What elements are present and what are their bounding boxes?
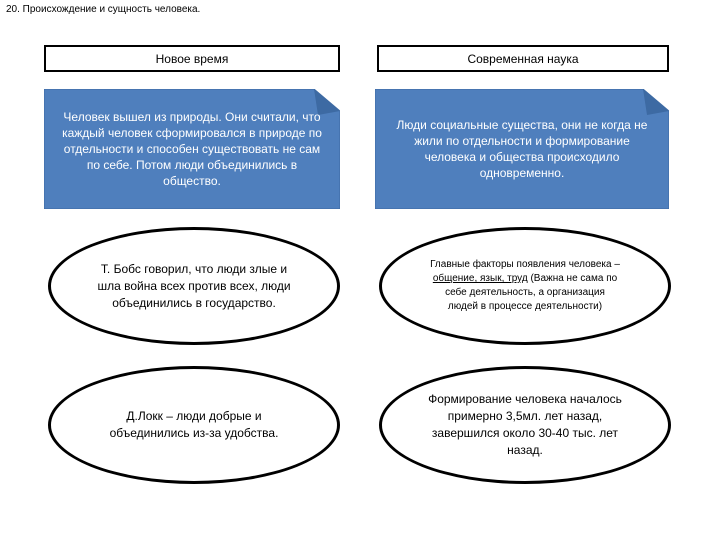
oval-main-factors-text — [430, 258, 620, 314]
note-new-time — [44, 89, 340, 209]
note-modern-science-text: Люди социальные существа, они не когда не жили по отдельности и формирование человека и общества происходило одновременно. — [396, 118, 648, 180]
oval-main-factors — [379, 227, 671, 345]
note-modern-science — [375, 89, 669, 209]
main-factors-note: (Важна не сама по себе деятельность, а организация людей в процессе деятельности) — [445, 273, 618, 312]
oval-hobbes — [48, 227, 340, 345]
page-title: 20. Происхождение и сущность человека. — [6, 4, 201, 15]
oval-formation-time-text: Формирование человека началось примерно 3,5мл. лет назад, завершился около 30-40 тыс. лет назад. — [428, 392, 622, 457]
header-new-time: Новое время — [44, 45, 340, 72]
oval-hobbes-text: Т. Бобс говорил, что люди злые и шла война всех против всех, люди объединились в государство. — [97, 261, 291, 310]
oval-formation-time — [379, 366, 671, 484]
header-modern-science: Современная наука — [377, 45, 669, 72]
note-new-time-text: Человек вышел из природы. Они считали, что каждый человек сформировался в природе по отдельности и способен существовать не сам по себе. Потом люди объединились в общество. — [62, 110, 322, 188]
main-factors-list: общение, язык, труд — [432, 273, 528, 284]
oval-locke-text: Д.Локк – люди добрые и объединились из-за удобства. — [109, 409, 279, 440]
oval-locke — [48, 366, 340, 484]
main-factors-prefix: Главные факторы появления человека – — [430, 259, 620, 270]
